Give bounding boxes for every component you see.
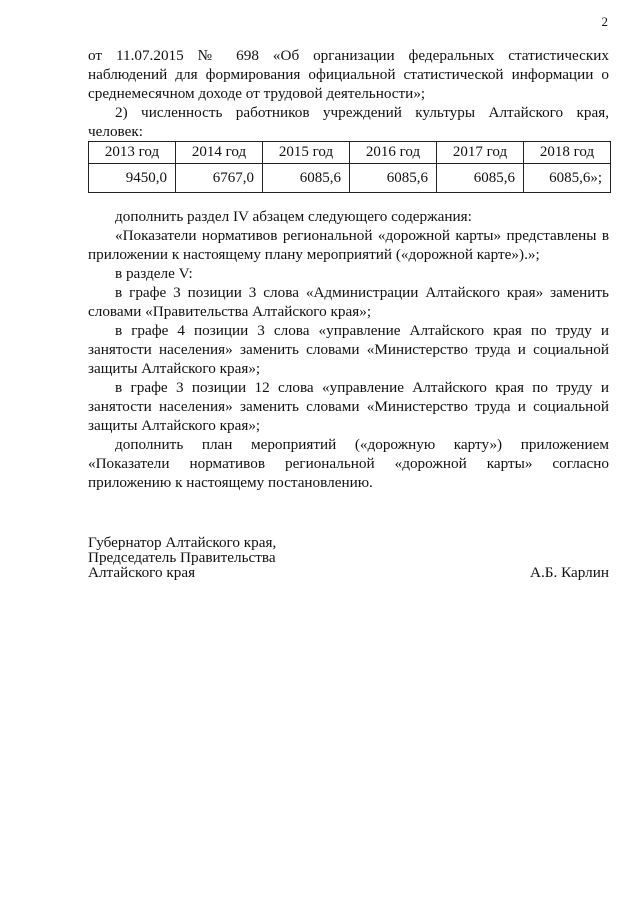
paragraph: в графе 4 позиции 3 слова «управление Алтайского края по труду и занятости населения» заменить словами «Министерство труда и социальной защиты Алтайского края»; [88,322,609,377]
table-cell-value: 6085,6 [437,164,524,193]
paragraph: «Показатели нормативов региональной «дорожной карты» представлены в приложении к настоящему плану мероприятий («дорожной карте»).»; [88,227,609,263]
paragraph: дополнить раздел IV абзацем следующего содержания: [115,208,472,225]
table-cell-year: 2013 год [89,142,176,164]
signatory-title-line: Алтайского края [88,564,196,581]
page-number: 2 [601,14,608,29]
table-cell-year: 2015 год [263,142,350,164]
document-body [88,46,609,492]
top-paragraph: от 11.07.2015 № 698 «Об организации федеральных статистических наблюдений для формирования официальной статистической информации о среднемесячном доходе от трудовой деятельности»; [88,47,609,102]
table-cell-year: 2016 год [350,142,437,164]
spacer [88,193,609,207]
staff-count-table [88,141,611,193]
table-cell-value: 6085,6»; [524,164,611,193]
signatory-name: А.Б. Карлин [530,564,609,581]
table-cell-year: 2014 год [176,142,263,164]
signatory-title-line: Председатель Правительства [88,549,276,566]
table-cell-year: 2018 год [524,142,611,164]
table-cell-value: 9450,0 [89,164,176,193]
table-cell-value: 6085,6 [350,164,437,193]
table-cell-value: 6767,0 [176,164,263,193]
table-header-row [89,142,611,164]
paragraph: в разделе V: [115,265,193,282]
table-values-row [89,164,611,193]
paragraph: дополнить план мероприятий («дорожную карту») приложением «Показатели нормативов региональной «дорожной карты» согласно приложению к настоящему постановлению. [88,436,609,491]
paragraph: в графе 3 позиции 3 слова «Администрации Алтайского края» заменить словами «Правительства Алтайского края»; [88,284,609,320]
table-cell-year: 2017 год [437,142,524,164]
signatory-title-line: Губернатор Алтайского края, [88,534,277,551]
signature-block [88,535,609,580]
table-cell-value: 6085,6 [263,164,350,193]
item-2-paragraph: 2) численность работников учреждений культуры Алтайского края, человек: [88,104,609,140]
paragraph: в графе 3 позиции 12 слова «управление Алтайского края по труду и занятости населения» заменить словами «Министерство труда и социальной защиты Алтайского края»; [88,379,609,434]
